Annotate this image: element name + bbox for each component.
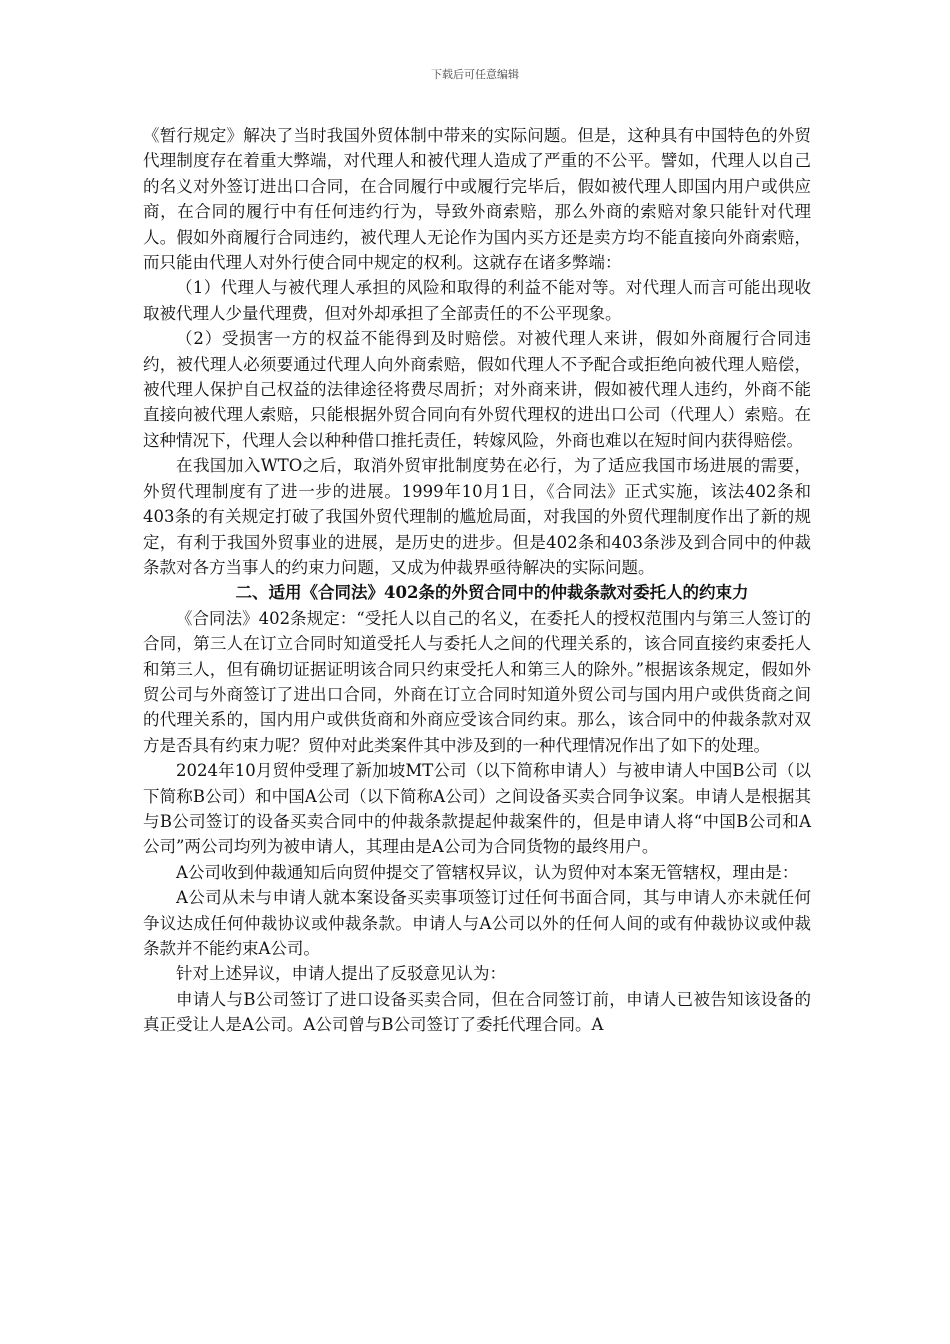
section-heading: 二、适用《合同法》402条的外贸合同中的仲裁条款对委托人的约束力 [235,583,749,603]
paragraph: 2024年10月贸仲受理了新加坡MT公司（以下简称申请人）与被申请人中国B公司（以下简称B公司）和中国A公司（以下简称A公司）之间设备买卖合同争议案。申请人是根据其与B公司签订的设备买卖合同中的仲裁条款提起仲裁案件的，但是申请人将“中国B公司和A公司”两公司均列为被申请人，其理由是A公司为合同货物的最终用户。 [143,761,811,857]
paragraph: 《合同法》402条规定：“受托人以自己的名义，在委托人的授权范围内与第三人签订的合同，第三人在订立合同时知道受托人与委托人之间的代理关系的，该合同直接约束委托人和第三人，但有确切证据证明该合同只约束受托人和第三人的除外。”根据该条规定，假如外贸公司与外商签订了进出口合同，外商在订立合同时知道外贸公司与国内用户或供货商之间的代理关系的，国内用户或供货商和外商应受该合同约束。那么，该合同中的仲裁条款对双方是否具有约束力呢？贸仲对此类案件其中涉及到的一种代理情况作出了如下的处理。 [143,608,811,755]
paragraph: A公司收到仲裁通知后向贸仲提交了管辖权异议，认为贸仲对本案无管辖权，理由是： [176,862,799,882]
paragraph: （1）代理人与被代理人承担的风险和取得的利益不能对等。对代理人而言可能出现收取被代理人少量代理费，但对外却承担了全部责任的不公平现象。 [143,278,811,323]
paragraph: 针对上述异议，申请人提出了反驳意见认为： [176,964,506,984]
paragraph: 申请人与B公司签订了进口设备买卖合同，但在合同签订前，申请人已被告知该设备的真正受让人是A公司。A公司曾与B公司签订了委托代理合同。A [143,989,811,1035]
page-header: 下载后可任意编辑 [431,68,519,81]
paragraph: A公司从未与申请人就本案设备买卖事项签订过任何书面合同，其与申请人亦未就任何争议达成任何仲裁协议或仲裁条款。申请人与A公司以外的任何人间的或有仲裁协议或仲裁条款并不能约束A公司。 [143,888,811,958]
paragraph: 在我国加入WTO之后，取消外贸审批制度势在必行，为了适应我国市场进展的需要，外贸代理制度有了进一步的进展。1999年10月1日，《合同法》正式实施，该法402条和403条的有关规定打破了我国外贸代理制的尴尬局面，对我国的外贸代理制度作出了新的规定，有利于我国外贸事业的进展，是历史的进步。但是402条和403条涉及到合同中的仲裁条款对各方当事人的约束力问题，又成为仲裁界亟待解决的实际问题。 [143,456,811,577]
paragraph: （2）受损害一方的权益不能得到及时赔偿。对被代理人来讲，假如外商履行合同违约，被代理人必须要通过代理人向外商索赔，假如代理人不予配合或拒绝向被代理人赔偿，被代理人保护自己权益的法律途径将费尽周折；对外商来讲，假如被代理人违约，外商不能直接向被代理人索赔，只能根据外贸合同向有外贸代理权的进出口公司（代理人）索赔。在这种情况下，代理人会以种种借口推托责任，转嫁风险，外商也难以在短时间内获得赔偿。 [143,329,811,450]
paragraph: 《暂行规定》解决了当时我国外贸体制中带来的实际问题。但是，这种具有中国特色的外贸代理制度存在着重大弊端，对代理人和被代理人造成了严重的不公平。譬如，代理人以自己的名义对外签订进出口合同，在合同履行中或履行完毕后，假如被代理人即国内用户或供应商，在合同的履行中有任何违约行为，导致外商索赔，那么外商的索赔对象只能针对代理人。假如外商履行合同违约，被代理人无论作为国内买方还是卖方均不能直接向外商索赔，而只能由代理人对外行使合同中规定的权利。这就存在诸多弊端： [143,126,811,273]
document-body [143,123,811,1038]
